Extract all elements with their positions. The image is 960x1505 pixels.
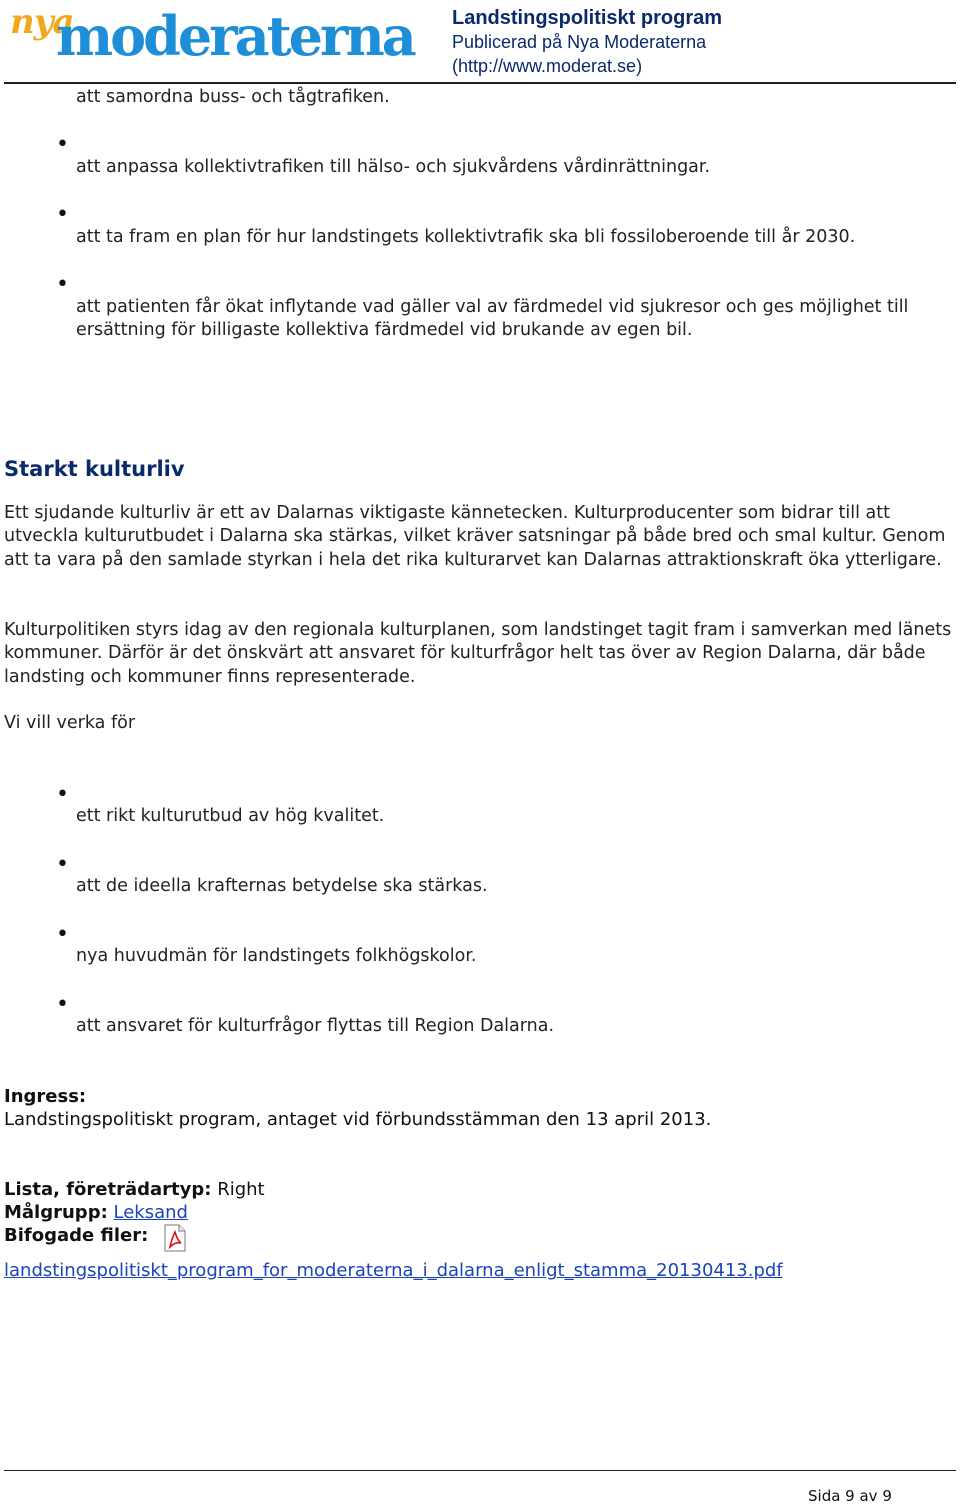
list-item: att ta fram en plan för hur landstingets kollektivtrafik ska bli fossiloberoende till år 2030. <box>76 227 856 247</box>
lista-label: Lista, företrädartyp: <box>4 1179 212 1200</box>
bullet-icon: • <box>56 782 69 807</box>
logo-moderaterna-text: moderaterna <box>56 4 414 68</box>
section-heading: Starkt kulturliv <box>4 457 185 481</box>
malgrupp-row <box>4 1201 188 1224</box>
page-header <box>0 0 960 84</box>
bullet-icon: • <box>56 132 69 157</box>
document-title: Landstingspolitiskt program <box>452 7 723 29</box>
logo-nya-text: nya <box>10 2 74 42</box>
list-item: ett rikt kulturutbud av hög kvalitet. <box>76 806 385 826</box>
ingress-block <box>4 1085 711 1131</box>
bullet-icon: • <box>56 922 69 947</box>
paragraph: Kulturpolitiken styrs idag av den regionala kulturplanen, som landstinget tagit fram i samverkan med länets kommuner. Därför är det önskvärt att ansvaret för kulturfrågor helt tas över av Region Dalarna, där både landsting och kommuner finns representerade. <box>4 620 952 687</box>
source-url: (http://www.moderat.se) <box>452 56 643 76</box>
bifogade-label: Bifogade filer: <box>4 1225 149 1246</box>
list-item: att patienten får ökat inflytande vad gäller val av färdmedel vid sjukresor och ges möjlighet till ersättning för billigaste kollektiva färdmedel vid brukande av egen bil. <box>76 297 909 340</box>
file-link-row <box>4 1259 783 1282</box>
list-item: att ansvaret för kulturfrågor flyttas till Region Dalarna. <box>76 1016 555 1036</box>
published-on: Publicerad på Nya Moderaterna <box>452 32 707 52</box>
ingress-label: Ingress: <box>4 1086 87 1107</box>
list-item: att de ideella krafternas betydelse ska stärkas. <box>76 876 488 896</box>
ingress-text: Landstingspolitiskt program, antaget vid förbundsstämman den 13 april 2013. <box>4 1109 712 1130</box>
list-item: att anpassa kollektivtrafiken till hälso- och sjukvårdens vårdinrättningar. <box>76 157 711 177</box>
bullet-icon: • <box>56 992 69 1017</box>
moderaterna-logo <box>4 2 424 66</box>
footer-divider <box>4 1470 956 1471</box>
page-number: Sida 9 av 9 <box>808 1487 892 1505</box>
malgrupp-link[interactable]: Leksand <box>113 1202 188 1223</box>
header-info <box>452 6 722 78</box>
bifogade-row <box>4 1224 148 1247</box>
pdf-file-icon[interactable] <box>164 1224 186 1252</box>
malgrupp-label: Målgrupp: <box>4 1202 108 1223</box>
bullet-icon: • <box>56 272 69 297</box>
paragraph: Ett sjudande kulturliv är ett av Dalarnas viktigaste kännetecken. Kulturproducenter som bidrar till att utveckla kulturutbudet i Dalarna ska stärkas, vilket kräver satsningar på både bred och smal kultur. Genom att ta vara på den samlade styrkan i hela det rika kulturarvet kan Dalarnas attraktionskraft öka ytterligare. <box>4 503 946 570</box>
list-item: att samordna buss- och tågtrafiken. <box>76 87 390 107</box>
lista-value: Right <box>217 1179 265 1200</box>
attached-file-link[interactable]: landstingspolitiskt_program_for_moderaterna_i_dalarna_enligt_stamma_20130413.pdf <box>4 1260 783 1281</box>
lista-row <box>4 1178 265 1201</box>
list-item: nya huvudmän för landstingets folkhögskolor. <box>76 946 477 966</box>
paragraph-intro: Vi vill verka för <box>4 713 136 733</box>
header-divider <box>4 82 956 84</box>
bullet-icon: • <box>56 852 69 877</box>
bullet-icon: • <box>56 202 69 227</box>
